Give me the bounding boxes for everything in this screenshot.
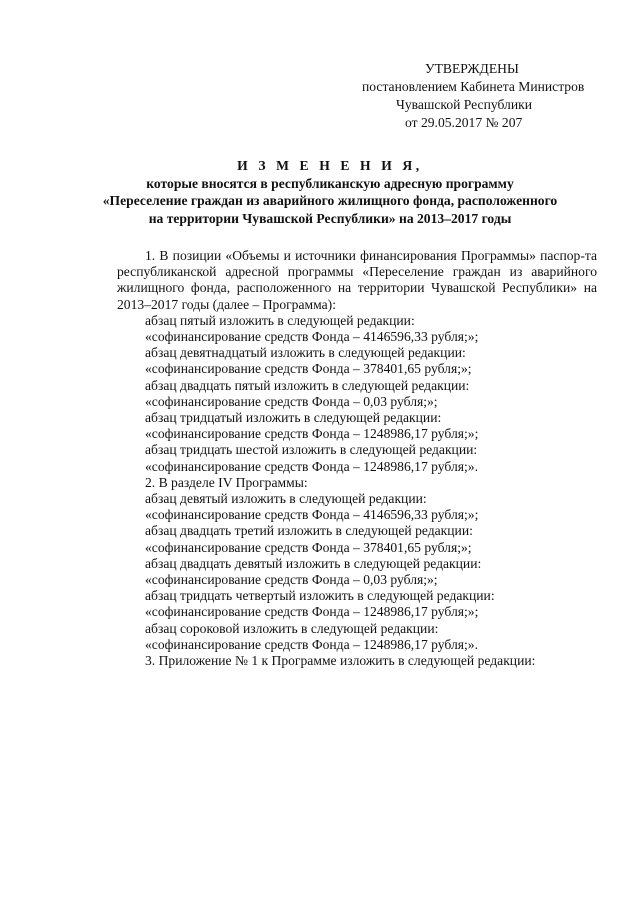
section-2-lead: 2. В разделе IV Программы:: [145, 474, 308, 490]
approval-date-line: от 29.05.2017 № 207: [405, 115, 523, 130]
section-1-line: «софинансирование средств Фонда – 0,03 рубля;»;: [145, 393, 438, 409]
heading-line-2: «Переселение граждан из аварийного жилищного фонда, расположенного: [102, 193, 558, 208]
document-body: [117, 248, 597, 669]
section-1-line: абзац тридцатый изложить в следующей редакции:: [145, 410, 442, 426]
section-1-line: абзац девятнадцатый изложить в следующей редакции:: [145, 345, 466, 361]
section-2-line: «софинансирование средств Фонда – 378401,65 рубля;»;: [145, 539, 472, 555]
heading-line-1: которые вносятся в республиканскую адресную программу: [146, 175, 514, 191]
section-3-lead: 3. Приложение № 1 к Программе изложить в следующей редакции:: [145, 653, 536, 669]
section-2-line: «софинансирование средств Фонда – 1248986,17 рубля;»;: [145, 604, 479, 620]
heading-title: И З М Е Н Е Н И Я,: [237, 158, 423, 173]
section-1-line: абзац тридцать шестой изложить в следующей редакции:: [145, 442, 478, 458]
section-1-line: абзац двадцать пятый изложить в следующей редакции:: [145, 377, 470, 393]
section-2-line: «софинансирование средств Фонда – 4146596,33 рубля;»;: [145, 507, 479, 523]
section-1-line: «софинансирование средств Фонда – 1248986,17 рубля;».: [145, 458, 478, 474]
section-1-line: «софинансирование средств Фонда – 4146596,33 рубля;»;: [145, 329, 479, 345]
section-1-line: «софинансирование средств Фонда – 378401,65 рубля;»;: [145, 361, 472, 377]
section-2-line: абзац тридцать четвертый изложить в следующей редакции:: [145, 588, 495, 604]
section-2-line: «софинансирование средств Фонда – 1248986,17 рубля;».: [145, 636, 478, 652]
approval-line-1: постановлением Кабинета Министров: [362, 79, 585, 94]
section-2-line: абзац сороковой изложить в следующей редакции:: [145, 620, 439, 636]
section-2-line: абзац девятый изложить в следующей редакции:: [145, 491, 427, 507]
section-2-line: абзац двадцать девятый изложить в следующей редакции:: [145, 555, 482, 571]
approval-title: УТВЕРЖДЕНЫ: [425, 61, 519, 76]
section-1-lead: 1. В позиции «Объемы и источники финансирования Программы» паспор-та республиканской адресной программы «Переселение граждан из аварийного жилищного фонда, расположенного на территории Чувашской Республики» на 2013–2017 годы (далее – Программа):: [117, 248, 597, 312]
section-1-line: «софинансирование средств Фонда – 1248986,17 рубля;»;: [145, 426, 479, 442]
document-heading: [60, 157, 600, 227]
section-2-line: абзац двадцать третий изложить в следующей редакции:: [145, 523, 473, 539]
heading-line-3: на территории Чувашской Республики» на 2013–2017 годы: [148, 210, 512, 226]
section-1-line: абзац пятый изложить в следующей редакции:: [145, 312, 415, 328]
approval-line-2: Чувашской Республики: [396, 97, 532, 112]
section-2-line: «софинансирование средств Фонда – 0,03 рубля;»;: [145, 572, 438, 588]
